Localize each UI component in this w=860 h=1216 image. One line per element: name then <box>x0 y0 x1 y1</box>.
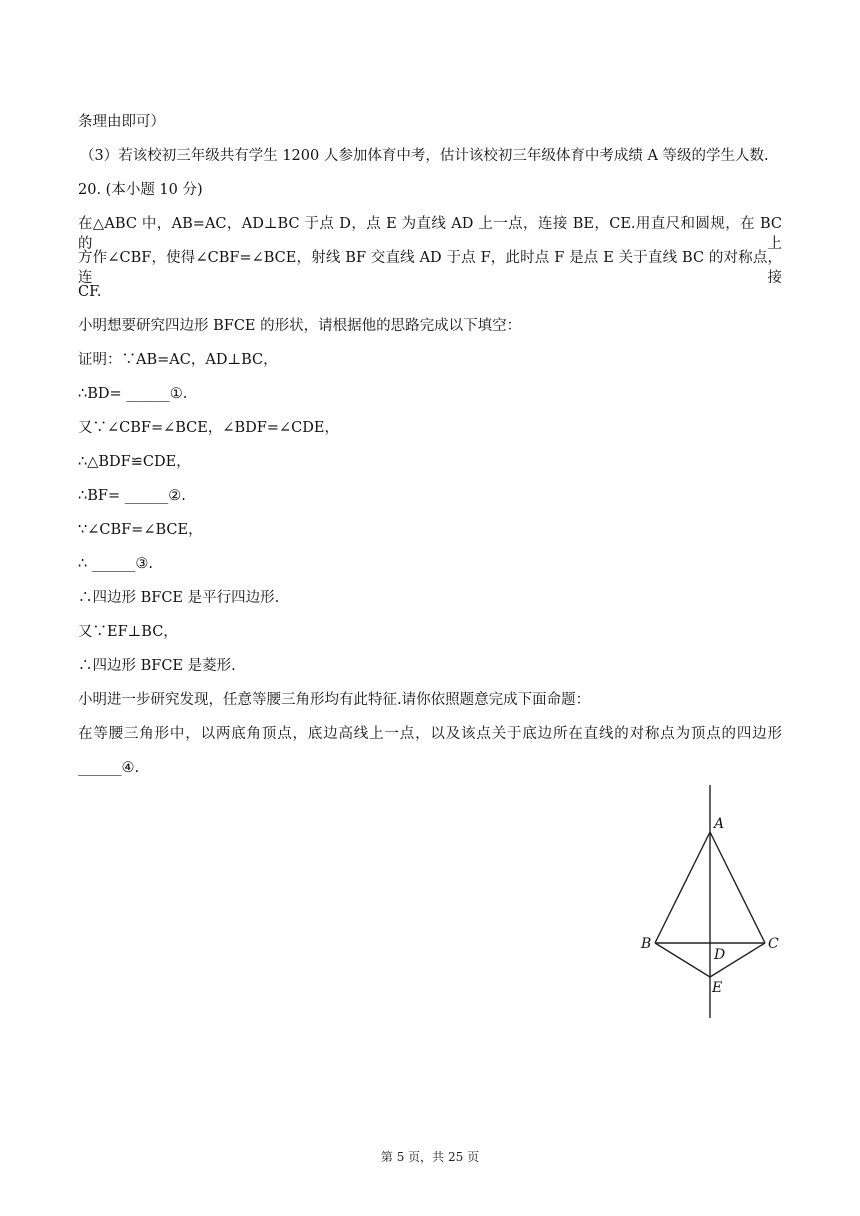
proof-line-8: ∴四边形 BFCE 是平行四边形. <box>78 590 280 606</box>
proof-line-2: ∴BD= ______①. <box>78 386 188 402</box>
text-line-2: （3）若该校初三年级共有学生 1200 人参加体育中考，估计该校初三年级体育中考成绩 A 等级的学生人数. <box>80 148 769 164</box>
proof-line-3: 又∵∠CBF=∠BCE，∠BDF=∠CDE， <box>78 420 339 436</box>
text-line-4: 在△ABC 中，AB=AC，AD⊥BC 于点 D，点 E 为直线 AD 上一点，连接 BE，CE.用直尺和圆规，在 BC 的上 <box>78 216 782 252</box>
text-line-1: 条理由即可） <box>78 114 165 130</box>
label-b: B <box>641 936 652 952</box>
text-line-20: ______④. <box>78 760 140 776</box>
text-line-18: 小明进一步研究发现，任意等腰三角形均有此特征.请你依照题意完成下面命题： <box>78 692 591 708</box>
page-footer: 第 5 页，共 25 页 <box>380 1150 480 1164</box>
segment-ab <box>655 832 710 943</box>
proof-line-7: ∴ ______③. <box>78 556 153 572</box>
proof-line-5: ∴BF= ______②. <box>78 488 186 504</box>
proof-line-10: ∴四边形 BFCE 是菱形. <box>78 658 236 674</box>
proof-line-6: ∵∠CBF=∠BCE， <box>78 522 203 538</box>
label-a: A <box>714 816 725 832</box>
proof-line-9: 又∵EF⊥BC， <box>78 624 178 640</box>
label-d: D <box>714 947 726 963</box>
text-line-5: 方作∠CBF，使得∠CBF=∠BCE，射线 BF 交直线 AD 于点 F，此时点 F 是点 E 关于直线 BC 的对称点，连接 <box>78 250 782 286</box>
segment-ac <box>710 832 765 943</box>
geometry-figure <box>630 780 790 1025</box>
text-line-19: 在等腰三角形中，以两底角顶点，底边高线上一点，以及该点关于底边所在直线的对称点为顶点的四边形 <box>78 726 782 742</box>
question-heading: 20. (本小题 10 分) <box>78 182 203 198</box>
segment-be <box>655 943 710 977</box>
proof-line-1: 证明：∵AB=AC，AD⊥BC， <box>78 352 278 368</box>
label-c: C <box>768 936 779 952</box>
proof-line-4: ∴△BDF≌CDE， <box>78 454 191 470</box>
text-line-7: 小明想要研究四边形 BFCE 的形状，请根据他的思路完成以下填空： <box>78 318 522 334</box>
label-e: E <box>712 980 723 996</box>
text-line-6: CF. <box>78 284 102 300</box>
